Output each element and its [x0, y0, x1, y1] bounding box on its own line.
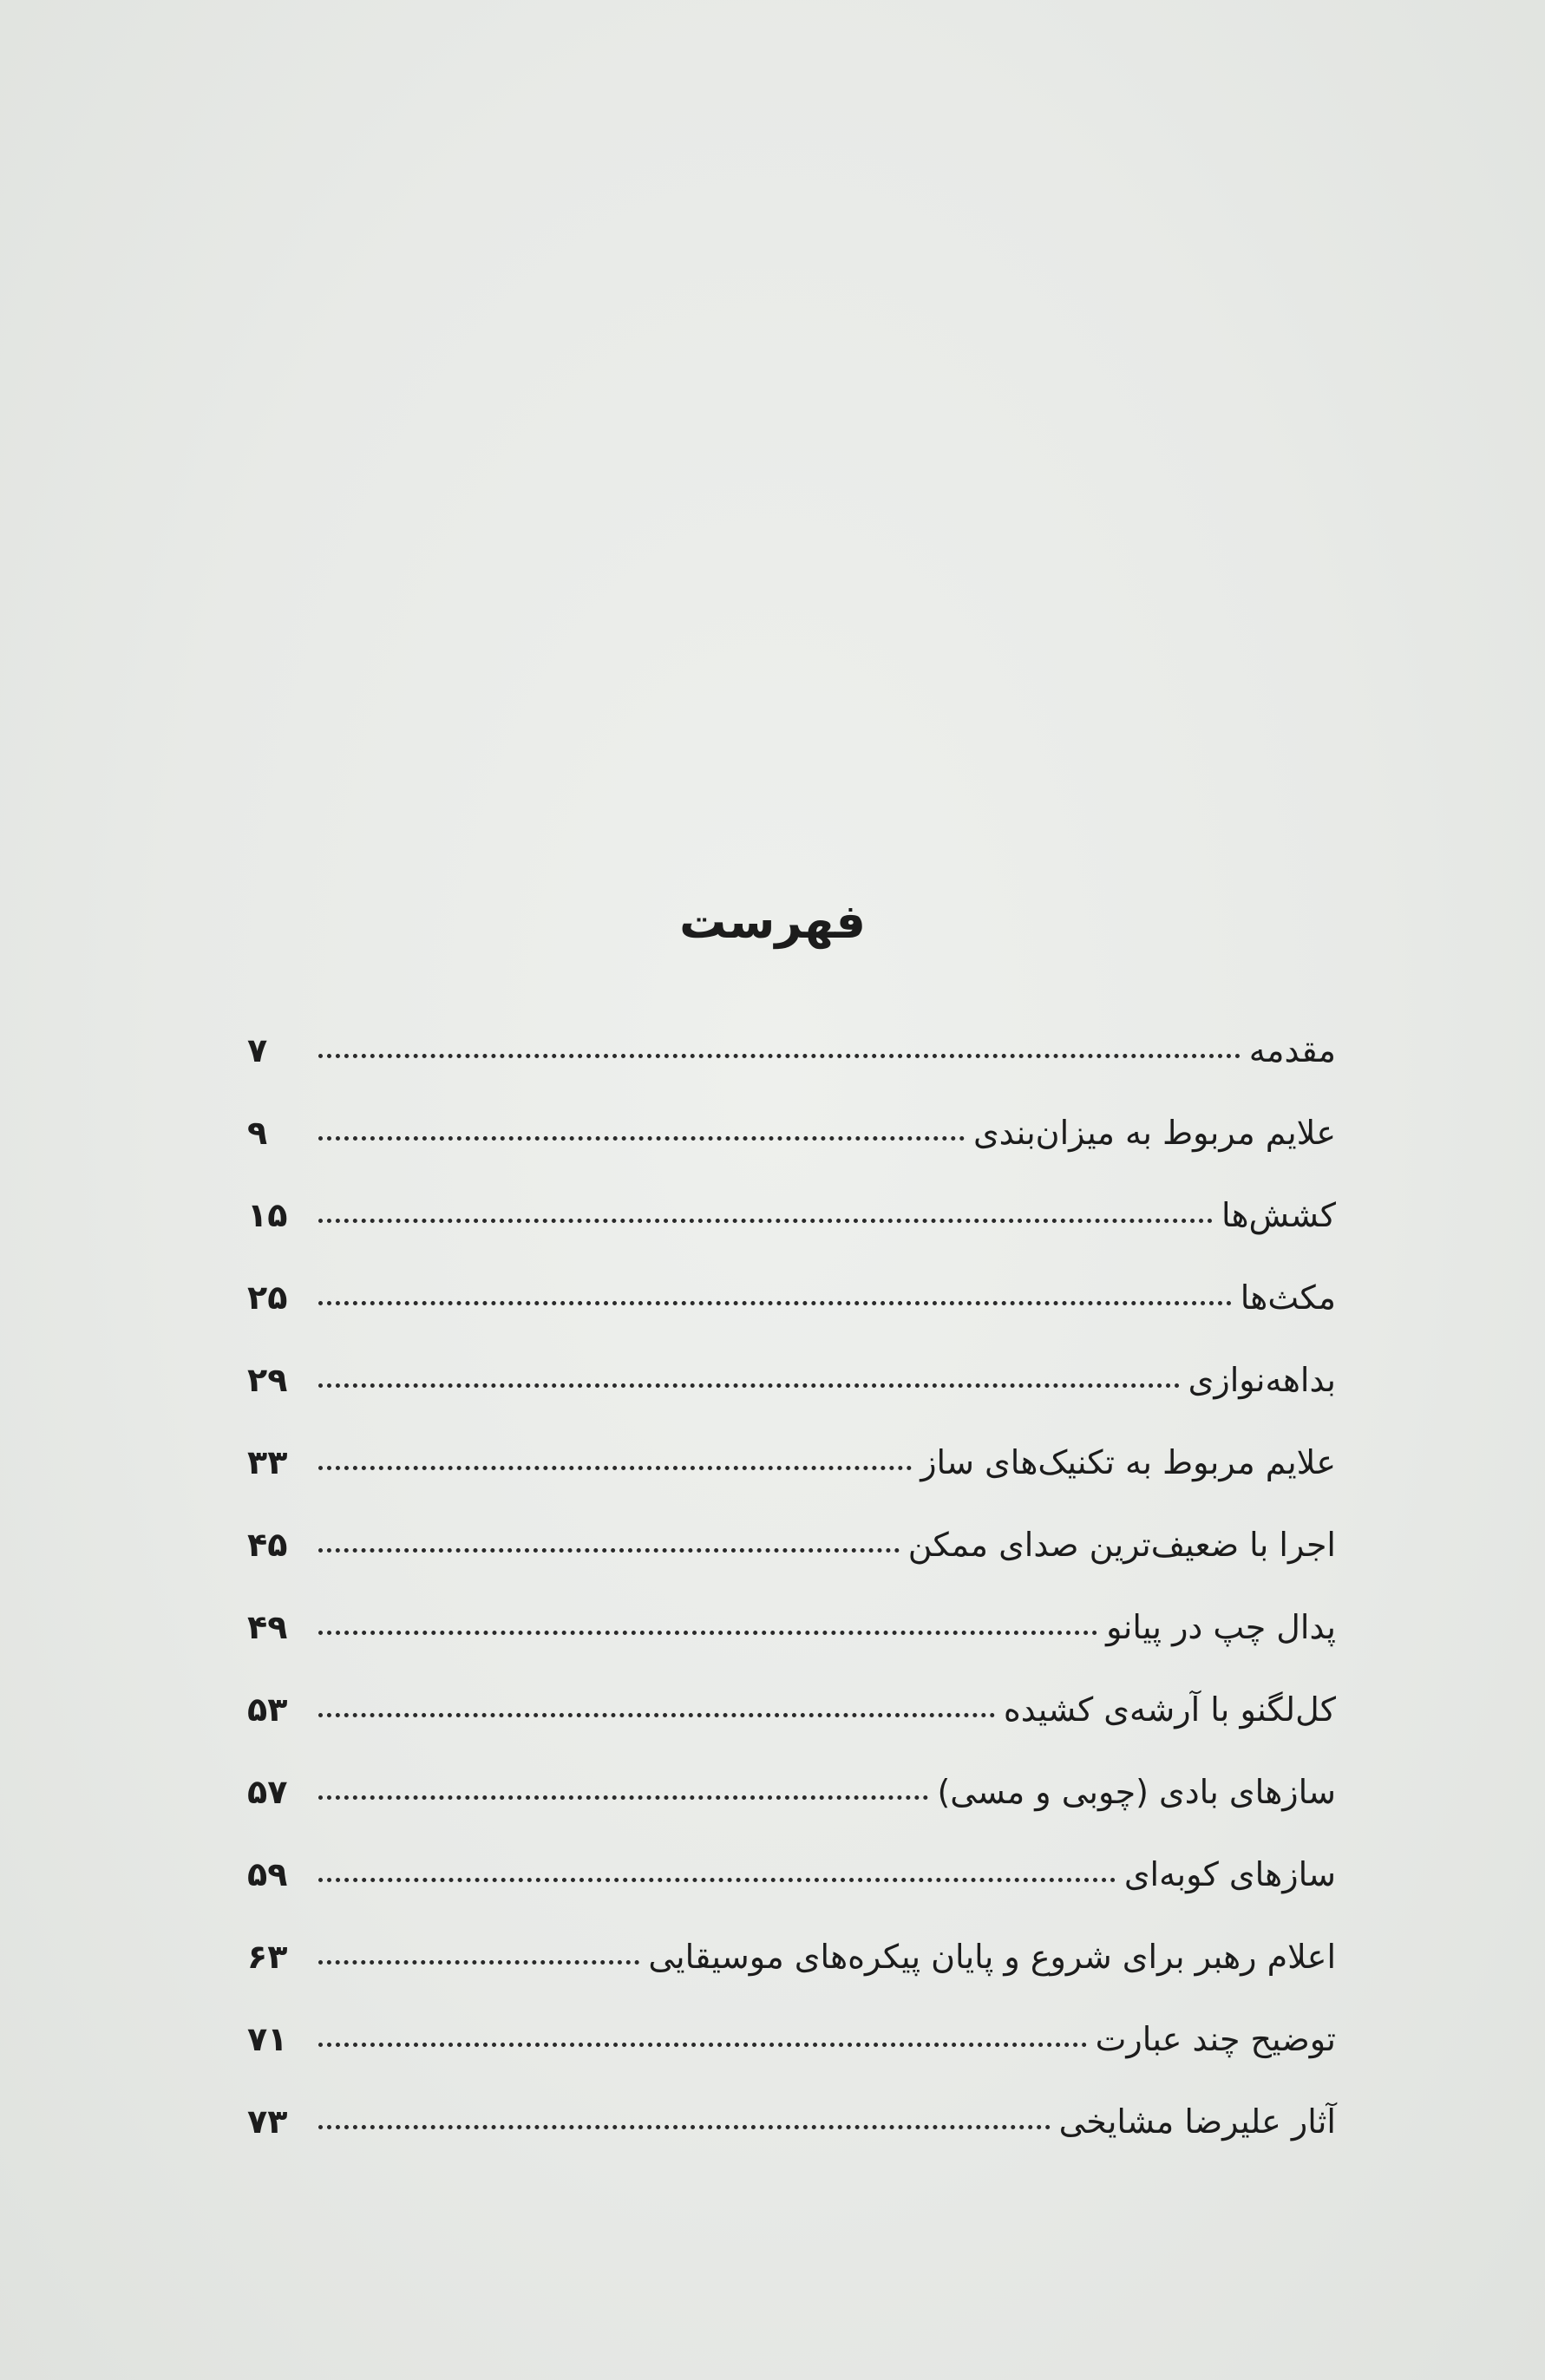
leader-dots	[318, 2043, 1087, 2047]
leader-dots	[318, 1219, 1213, 1223]
table-of-contents	[247, 1031, 1336, 2185]
toc-entry-page: ۷۱	[247, 2020, 288, 2058]
toc-entry	[247, 1196, 1336, 1278]
toc-entry-title: علایم مربوط به میزان‌بندی	[972, 1114, 1336, 1152]
toc-entry	[247, 1690, 1336, 1773]
toc-entry-page: ۵۷	[247, 1773, 288, 1811]
toc-entry-page: ۴۹	[247, 1608, 288, 1646]
toc-entry	[247, 1278, 1336, 1361]
toc-entry-page: ۶۳	[247, 1938, 288, 1976]
leader-dots	[318, 1383, 1180, 1388]
toc-entry	[247, 1855, 1336, 1938]
toc-entry-title: مکث‌ها	[1240, 1278, 1336, 1317]
toc-entry	[247, 1773, 1336, 1855]
toc-entry	[247, 1031, 1336, 1114]
toc-entry-page: ۴۵	[247, 1526, 288, 1564]
toc-entry-page: ۲۵	[247, 1278, 288, 1317]
toc-entry-title: اعلام رهبر برای شروع و پایان پیکره‌های موسیقایی	[648, 1938, 1336, 1976]
toc-entry	[247, 2102, 1336, 2185]
toc-entry-page: ۵۹	[247, 1855, 288, 1893]
toc-entry-title: اجرا با ضعیف‌ترین صدای ممکن	[907, 1526, 1336, 1564]
toc-entry-page: ۷۳	[247, 2102, 288, 2141]
leader-dots	[318, 1466, 912, 1470]
toc-entry	[247, 1608, 1336, 1690]
leader-dots	[318, 1713, 995, 1717]
toc-entry-page: ۲۹	[247, 1361, 288, 1399]
leader-dots	[318, 2125, 1051, 2129]
toc-entry-title: پدال چپ در پیانو	[1106, 1608, 1336, 1646]
toc-entry-title: توضیح چند عبارت	[1095, 2020, 1336, 2058]
toc-entry-title: علایم مربوط به تکنیک‌های ساز	[920, 1443, 1336, 1481]
toc-entry	[247, 1114, 1336, 1196]
toc-entry	[247, 1443, 1336, 1526]
leader-dots	[318, 1631, 1097, 1635]
toc-entry-page: ۵۳	[247, 1690, 288, 1729]
toc-entry-title: مقدمه	[1248, 1031, 1336, 1069]
leader-dots	[318, 1136, 965, 1141]
leader-dots	[318, 1878, 1116, 1882]
toc-entry	[247, 1526, 1336, 1608]
leader-dots	[318, 1960, 639, 1965]
toc-entry-title: کشش‌ها	[1221, 1196, 1336, 1234]
toc-entry-page: ۳۳	[247, 1443, 288, 1481]
page-title: فهرست	[679, 894, 866, 949]
toc-entry-title: بداهه‌نوازی	[1188, 1361, 1336, 1399]
leader-dots	[318, 1301, 1232, 1305]
toc-entry-title: آثار علیرضا مشایخی	[1058, 2102, 1336, 2141]
leader-dots	[318, 1795, 928, 1800]
toc-entry-title: سازهای بادی (چوبی و مسی)	[937, 1773, 1336, 1811]
leader-dots	[318, 1548, 900, 1553]
toc-entry-title: سازهای کوبه‌ای	[1123, 1855, 1336, 1893]
toc-entry-page: ۹	[247, 1114, 268, 1152]
leader-dots	[318, 1054, 1241, 1058]
toc-entry-page: ۱۵	[247, 1196, 288, 1234]
toc-entry-page: ۷	[247, 1031, 268, 1069]
toc-entry	[247, 1361, 1336, 1443]
toc-entry	[247, 1938, 1336, 2020]
toc-entry-title: کل‌لگنو با آرشه‌ی کشیده	[1003, 1690, 1336, 1729]
toc-entry	[247, 2020, 1336, 2102]
